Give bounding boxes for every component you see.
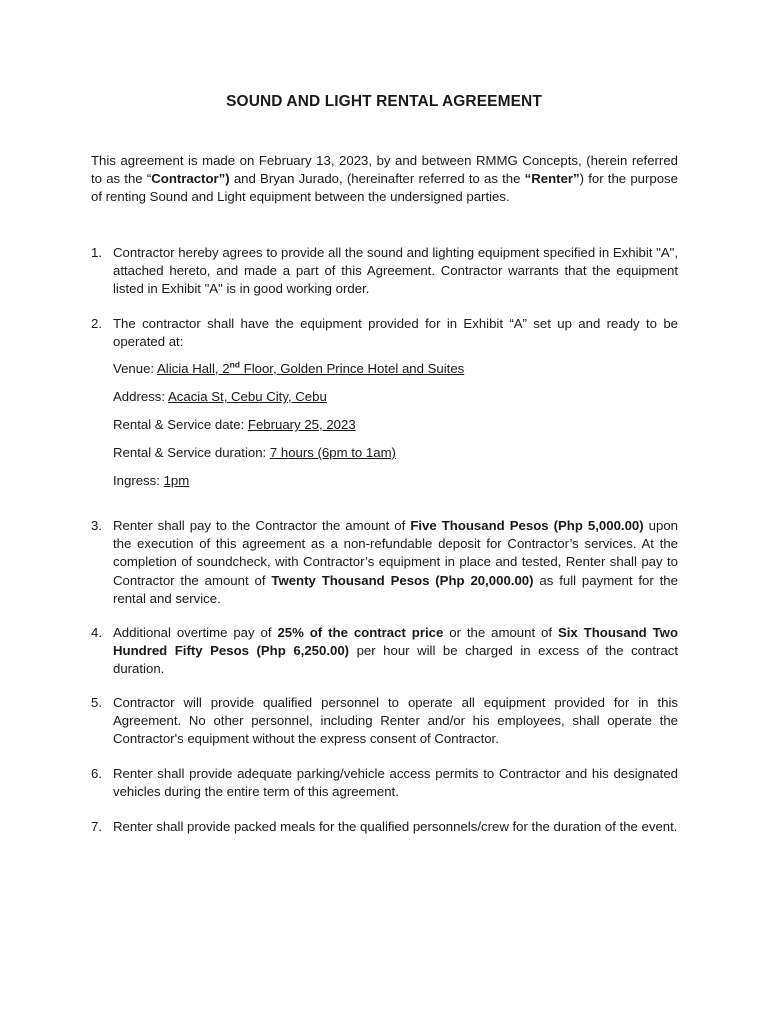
clause-7 [91, 818, 678, 836]
clause-4 [91, 624, 678, 679]
venue-label: Venue: [113, 361, 158, 376]
clause-text [113, 517, 678, 608]
renter-term: “Renter” [524, 171, 580, 187]
service-date-line [113, 416, 356, 434]
clause-text: Renter shall provide adequate parking/vehicle access permits to Contractor and his designated vehicles during the entire term of this agreement. [113, 766, 678, 800]
full-payment-amount: Twenty Thousand Pesos (Php 20,000.00) [271, 572, 534, 588]
intro-text-3: ) for the purpose of renting Sound and Light equipment between the undersigned parties. [91, 171, 678, 205]
clause-text: Renter shall provide packed meals for the qualified personnels/crew for the duration of the event. [113, 819, 678, 834]
intro-text-1: This agreement is made on February 13, 2023, by and between RMMG Concepts, (herein referred to as the “ [91, 153, 678, 187]
clause-1 [91, 244, 678, 299]
overtime-percentage: 25% of the contract price [277, 625, 444, 640]
clause-number: 6. [91, 766, 102, 781]
clause-text-part: Additional overtime pay of [113, 625, 278, 640]
clause-5 [91, 694, 678, 749]
clause-text-part: upon the execution of this agreement as a non-refundable deposit for Contractor’s services. At the completion of soundcheck, with Contractor’s equipment in place and tested, Renter shall pay to Contractor the amount of [113, 518, 678, 588]
clause-text: Contractor hereby agrees to provide all the sound and lighting equipment specified in Exhibit "A", attached hereto, and made a part of this Agreement. Contractor warrants that the equipment listed in Exhibit "A" is in good working order. [113, 245, 678, 297]
clause-number: 3. [91, 518, 102, 533]
address-line [113, 388, 327, 406]
clause-text-part: as full payment for the rental and service. [113, 572, 678, 606]
venue-line [113, 360, 464, 378]
clause-number: 2. [91, 316, 102, 331]
intro-paragraph [91, 152, 678, 207]
clause-2 [91, 315, 678, 351]
venue-value [157, 361, 464, 376]
clause-text-part: per hour will be charged in excess of the contract duration. [113, 643, 678, 677]
service-duration-value: 7 hours (6pm to 1am) [269, 445, 396, 460]
clause-text [113, 624, 678, 679]
clause-text: Contractor will provide qualified personnel to operate all equipment provided for in this Agreement. No other personnel, including Renter and/or his employees, shall operate the Contractor's equipment without the express consent of Contractor. [113, 695, 678, 747]
clause-number: 4. [91, 625, 102, 640]
service-date-value: February 25, 2023 [247, 417, 356, 432]
clause-number: 7. [91, 819, 102, 834]
venue-value-superscript: nd [229, 359, 240, 370]
clause-number: 1. [91, 245, 102, 260]
address-label: Address: [113, 389, 168, 404]
contractor-term: Contractor”) [151, 171, 230, 187]
service-duration-label: Rental & Service duration: [113, 445, 270, 460]
overtime-amount: Six Thousand Two Hundred Fifty Pesos (Php 6,250.00) [113, 625, 678, 659]
ingress-value: 1pm [163, 473, 190, 488]
venue-value-part-2: Floor, Golden Prince Hotel and Suites [239, 361, 465, 376]
clause-number: 5. [91, 695, 102, 710]
clause-3 [91, 517, 678, 608]
ingress-label: Ingress: [113, 473, 164, 488]
ingress-line [113, 472, 189, 490]
service-duration-line [113, 444, 396, 462]
clause-text: The contractor shall have the equipment provided for in Exhibit “A” set up and ready to be operated at: [113, 316, 678, 350]
clause-text-part: or the amount of [443, 625, 558, 640]
clause-6 [91, 765, 678, 801]
deposit-amount: Five Thousand Pesos (Php 5,000.00) [410, 518, 644, 533]
address-value: Acacia St, Cebu City, Cebu [167, 389, 327, 404]
agreement-title: SOUND AND LIGHT RENTAL AGREEMENT [226, 93, 542, 110]
venue-value-part-1: Alicia Hall, 2 [157, 361, 230, 376]
service-date-label: Rental & Service date: [113, 417, 248, 432]
clause-text-part: Renter shall pay to the Contractor the amount of [113, 518, 411, 533]
intro-text-2: and Bryan Jurado, (hereinafter referred to as the [229, 171, 525, 187]
